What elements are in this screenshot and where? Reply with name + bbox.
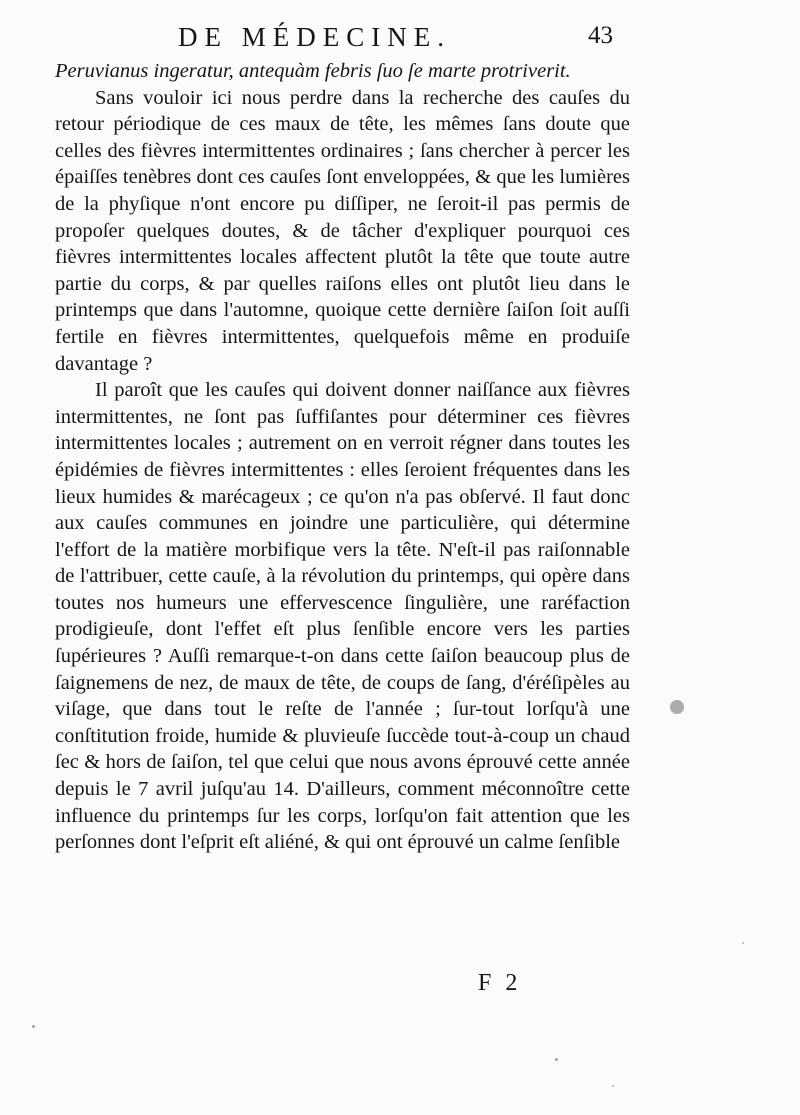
ink-speck [670,700,684,714]
page-body [55,58,630,856]
ink-speck [742,942,744,944]
paragraph: Sans vouloir ici nous perdre dans la recherche des cauſes du retour périodique de ces maux de tête, les mêmes ſans doute que celles des fièvres intermittentes ordinaires ; ſans chercher à percer les épaiſſes tenèbres dont ces cauſes ſont enveloppées, & que les lumières de la phyſique n'ont encore pu diſſiper, ne ſeroit-il pas permis de propoſer quelques doutes, & de tâcher d'expliquer pourquoi ces fièvres intermittentes locales affectent plutôt la tête que toute autre partie du corps, & par quelles raiſons elles ont plutôt lieu dans le printemps que dans l'automne, quoique cette dernière ſaiſon ſoit auſſi fertile en fièvres intermittentes, quelquefois même en produiſe davantage ? [55,86,630,375]
ink-speck [32,1025,35,1028]
page-number: 43 [588,22,613,49]
ink-speck [555,1058,558,1061]
running-head: DE MÉDECINE. [178,22,451,52]
paragraph: Peruvianus ingeratur, antequàm febris ſuo ſe marte protriverit. [55,60,571,82]
paragraph: Il paroît que les cauſes qui doivent donner naiſſance aux fièvres intermittentes, ne ſont pas ſuffiſantes pour déterminer ces fièvres intermittentes locales ; autrement on en verroit régner dans toutes les épidémies de fièvres intermittentes : elles ſeroient fréquentes dans les lieux humides & marécageux ; ce qu'on n'a pas obſervé. Il faut donc aux cauſes communes en joindre une particulière, qui détermine l'effort de la matière morbifique vers la tête. N'eſt-il pas raiſonnable de l'attribuer, cette cauſe, à la révolution du printemps, qui opère dans toutes nos humeurs une effervescence ſingulière, une raréfaction prodigieuſe, dont l'effet eſt plus ſenſible encore vers les parties ſupérieures ? Auſſi remarque-t-on dans cette ſaiſon beaucoup plus de ſaignemens de nez, de maux de tête, de coups de ſang, d'éréſipèles au viſage, que dans tout le reſte de l'année ; ſur-tout lorſqu'à une conſtitution froide, humide & pluvieuſe ſuccède tout-à-coup un chaud ſec & hors de ſaiſon, tel que celui que nous avons éprouvé cette année depuis le 7 avril juſqu'au 14. D'ailleurs, comment méconnoître cette influence du printemps ſur les corps, lorſqu'on fait attention que les perſonnes dont l'eſprit eſt aliéné, & qui ont éprouvé un calme ſenſible [55,379,630,854]
ink-speck [612,1085,614,1087]
signature-mark: F 2 [478,970,522,996]
page-header [0,20,800,60]
